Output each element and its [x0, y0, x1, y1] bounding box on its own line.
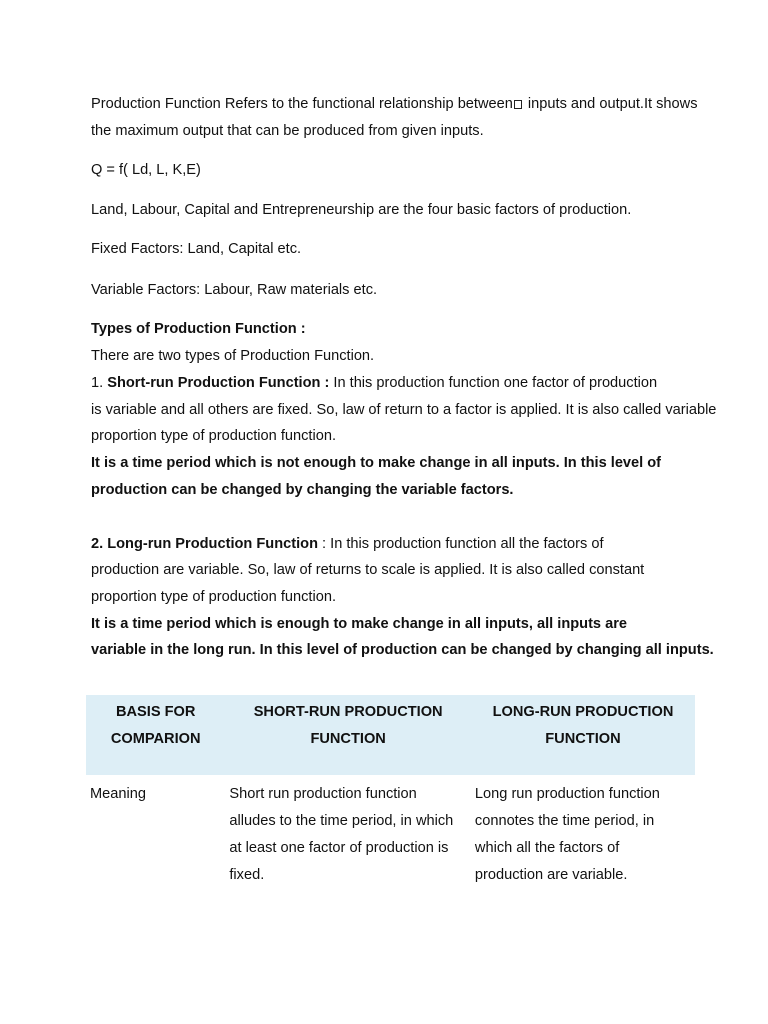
long-run-line-1	[91, 535, 604, 553]
long-run-line-1-text: : In this production function all the factors of	[317, 536, 604, 552]
short-run-bold-1: It is a time period which is not enough to make change in all inputs. In this level of	[91, 455, 662, 471]
basic-factors-text: Land, Labour, Capital and Entrepreneurship are the four basic factors of production.	[91, 202, 632, 218]
short-run-bold-2: production can be changed by changing the variable factors.	[91, 482, 514, 498]
missing-glyph-icon	[514, 100, 522, 109]
table-row	[86, 775, 695, 889]
cell-basis: Meaning	[90, 786, 146, 802]
table-header-row	[86, 695, 695, 775]
header-long-run: LONG-RUN PRODUCTION FUNCTION	[471, 695, 695, 775]
production-formula: Q = f( Ld, L, K,E)	[91, 162, 201, 178]
short-run-number: 1.	[91, 375, 108, 391]
cell-short-run: Short run production function alludes to the time period, in which at least one factor of production is fixed.	[229, 786, 454, 883]
long-run-bold-2: variable in the long run. In this level of production can be changed by changing all inputs.	[91, 642, 714, 658]
long-run-title: 2. Long-run Production Function	[91, 536, 318, 552]
long-run-bold-1: It is a time period which is enough to make change in all inputs, all inputs are	[91, 616, 628, 632]
short-run-line-1-text: In this production function one factor of production	[329, 375, 658, 391]
short-run-title: Short-run Production Function :	[107, 375, 330, 391]
long-run-line-2: production are variable. So, law of returns to scale is applied. It is also called constant	[91, 562, 645, 578]
types-intro: There are two types of Production Function.	[91, 348, 375, 364]
intro-line-1-text: Refers to the functional relationship between	[220, 96, 513, 112]
intro-line-2: the maximum output that can be produced from given inputs.	[91, 123, 484, 139]
intro-line-1-end: inputs and output.It shows	[523, 96, 698, 112]
header-short-run: SHORT-RUN PRODUCTION FUNCTION	[225, 695, 471, 775]
types-heading: Types of Production Function :	[91, 321, 306, 337]
comparison-table	[86, 695, 695, 889]
header-basis: BASIS FOR COMPARION	[86, 695, 225, 775]
short-run-line-2: is variable and all others are fixed. So, law of return to a factor is applied. It is also called variable	[91, 402, 717, 418]
short-run-line-1	[91, 374, 657, 392]
intro-line-1	[91, 95, 698, 113]
cell-long-run: Long run production function connotes the time period, in which all the factors of production are variable.	[474, 786, 660, 883]
short-run-line-3: proportion type of production function.	[91, 428, 337, 444]
fixed-factors-text: Fixed Factors: Land, Capital etc.	[91, 241, 302, 257]
long-run-line-3: proportion type of production function.	[91, 589, 337, 605]
variable-factors-text: Variable Factors: Labour, Raw materials etc.	[91, 282, 378, 298]
intro-term: Production Function	[91, 96, 221, 112]
